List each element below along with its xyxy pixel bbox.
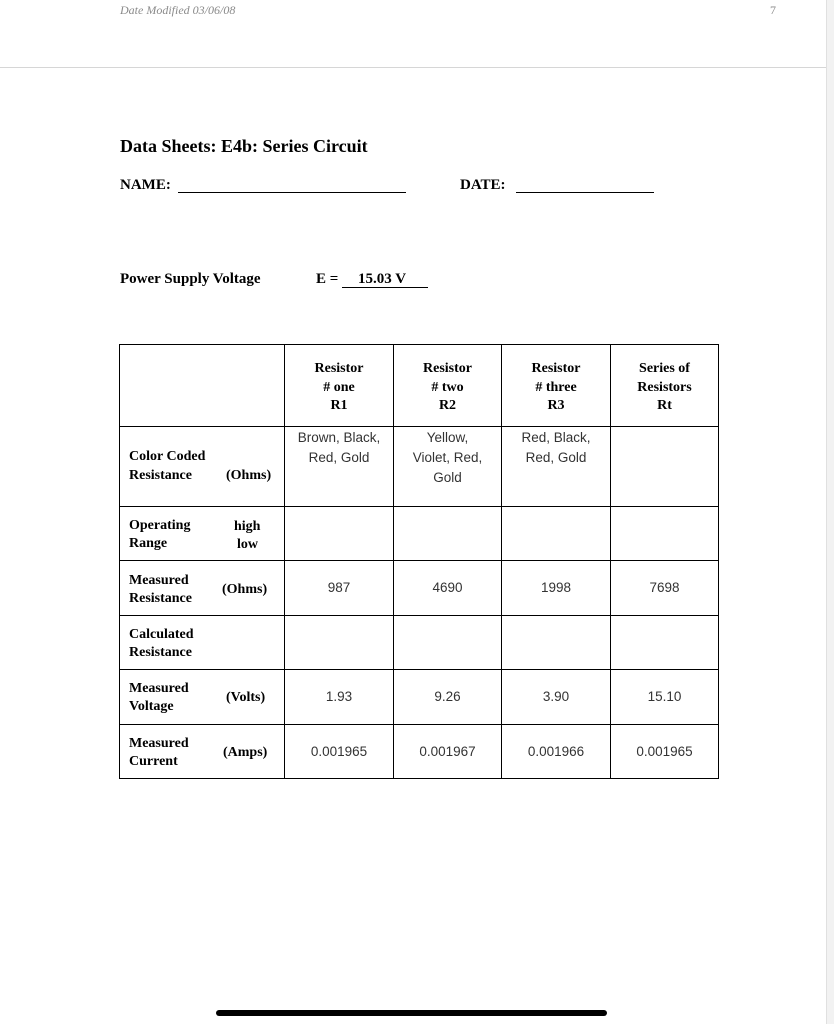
table-header-row	[120, 345, 719, 427]
column-header-line: # three	[535, 379, 577, 395]
header-divider	[0, 67, 834, 68]
row-label-line: Measured	[129, 736, 189, 751]
date-field-line	[516, 192, 654, 193]
measured-current-r3: 0.001966	[502, 725, 611, 779]
column-header-line: # two	[431, 379, 464, 395]
row-label-operating-range	[120, 507, 285, 561]
row-high-label: high	[234, 519, 261, 534]
row-label-line: Range	[129, 536, 168, 551]
column-header-r2	[394, 345, 502, 427]
row-label-line: Resistance	[129, 645, 192, 660]
table-row-measured-current	[120, 725, 719, 779]
measured-voltage-rt: 15.10	[611, 670, 719, 725]
table-row-operating-range	[120, 507, 719, 561]
date-label: DATE:	[460, 177, 506, 193]
measured-resistance-r3: 1998	[502, 561, 611, 616]
row-label-line: Measured	[129, 681, 189, 696]
operating-range-cell-r3	[502, 507, 611, 561]
column-header-line: Rt	[657, 398, 672, 413]
operating-range-cell-rt	[611, 507, 719, 561]
row-unit: (Volts)	[226, 690, 266, 705]
calculated-resistance-r1	[285, 616, 394, 670]
color-code-cell-rt	[611, 427, 719, 507]
data-table	[119, 344, 719, 779]
row-label-line: Resistance	[129, 591, 192, 606]
table-row-measured-resistance	[120, 561, 719, 616]
column-header-line: Resistors	[637, 379, 692, 395]
cell-line: Red, Gold	[308, 450, 370, 465]
row-label-line: Color Coded	[129, 449, 206, 464]
column-header-line: Resistor	[531, 361, 581, 376]
measured-current-rt: 0.001965	[611, 725, 719, 779]
table-row-measured-voltage	[120, 670, 719, 725]
row-low-label: low	[237, 537, 258, 552]
cell-line: Red, Gold	[525, 450, 587, 465]
column-header-line: Series of	[639, 361, 690, 376]
date-modified: Date Modified 03/06/08	[120, 3, 236, 17]
column-header-line: Resistor	[314, 361, 364, 376]
measured-resistance-r1: 987	[285, 561, 394, 616]
calculated-resistance-r3	[502, 616, 611, 670]
page-edge	[826, 0, 834, 1024]
calculated-resistance-rt	[611, 616, 719, 670]
page-number: 7	[770, 3, 776, 17]
measured-voltage-r3: 3.90	[502, 670, 611, 725]
color-code-cell-r1	[285, 427, 394, 507]
calculated-resistance-r2	[394, 616, 502, 670]
name-label: NAME:	[120, 177, 171, 193]
power-supply-symbol: E =	[316, 271, 339, 287]
home-indicator[interactable]	[216, 1010, 607, 1016]
measured-voltage-r1: 1.93	[285, 670, 394, 725]
name-field-line	[178, 192, 406, 193]
column-header-line: R1	[330, 398, 348, 413]
row-label-measured-voltage	[120, 670, 285, 725]
column-header-line: # one	[323, 379, 355, 395]
color-code-cell-r3	[502, 427, 611, 507]
row-label-measured-current	[120, 725, 285, 779]
row-label-measured-resistance	[120, 561, 285, 616]
measured-current-r2: 0.001967	[394, 725, 502, 779]
column-header-line: Resistor	[423, 361, 472, 376]
row-label-line: Voltage	[129, 699, 174, 714]
table-row-color-coded	[120, 427, 719, 507]
table-row-calculated-resistance	[120, 616, 719, 670]
power-supply-value: 15.03 V	[358, 271, 407, 287]
measured-resistance-rt: 7698	[611, 561, 719, 616]
color-code-cell-r2	[394, 427, 502, 507]
measured-current-r1: 0.001965	[285, 725, 394, 779]
cell-line: Brown, Black,	[297, 430, 381, 445]
operating-range-cell-r1	[285, 507, 394, 561]
operating-range-cell-r2	[394, 507, 502, 561]
cell-line: Gold	[433, 470, 462, 485]
measured-resistance-r2: 4690	[394, 561, 502, 616]
row-label-line: Current	[129, 754, 178, 769]
row-unit: (Ohms)	[226, 468, 272, 483]
cell-line: Red, Black,	[521, 430, 591, 445]
cell-line: Yellow,	[426, 430, 469, 445]
column-header-rt	[611, 345, 719, 427]
row-label-line: Calculated	[129, 627, 194, 642]
cell-line: Violet, Red,	[412, 450, 483, 465]
page-title: Data Sheets: E4b: Series Circuit	[120, 136, 368, 156]
power-supply-label: Power Supply Voltage	[120, 271, 261, 287]
row-unit: (Ohms)	[222, 582, 268, 597]
row-label-line: Measured	[129, 573, 189, 588]
column-header-line: R2	[438, 398, 457, 413]
column-header-line: R3	[547, 398, 565, 413]
row-label-line: Operating	[129, 518, 191, 533]
row-unit: (Amps)	[223, 745, 268, 760]
column-header-r3	[502, 345, 611, 427]
column-header-r1	[285, 345, 394, 427]
row-label-calculated-resistance	[120, 616, 285, 670]
header-corner-cell	[120, 345, 285, 427]
row-label-line: Resistance	[129, 468, 192, 483]
row-label-color-coded	[120, 427, 285, 507]
measured-voltage-r2: 9.26	[394, 670, 502, 725]
